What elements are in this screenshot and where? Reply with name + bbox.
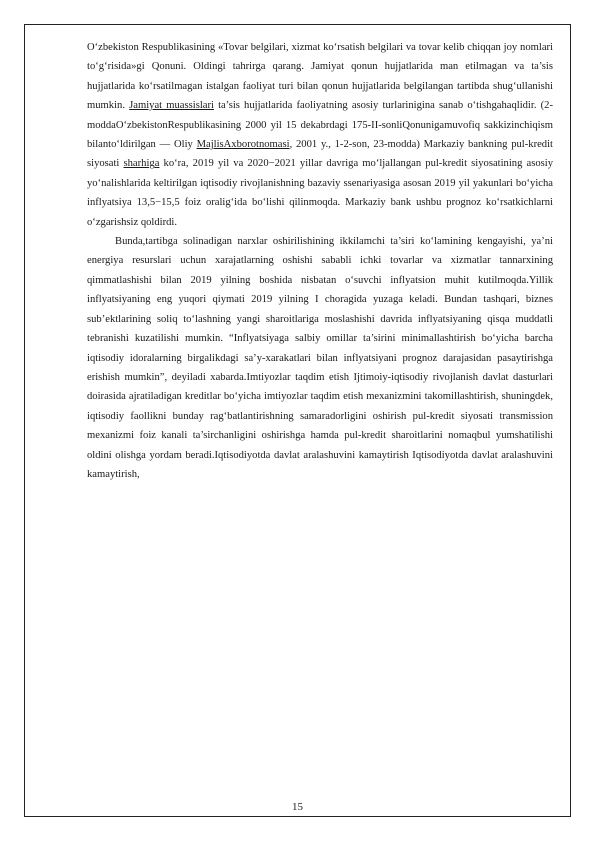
page-number: 15 bbox=[292, 801, 303, 813]
link-majlis-axborotnomasi[interactable]: MajlisAxborotnomasi bbox=[196, 139, 290, 151]
link-jamiyat-muassislari[interactable]: Jamiyat muassislari bbox=[129, 100, 214, 112]
body-text bbox=[87, 38, 553, 484]
link-sharhiga[interactable]: sharhiga bbox=[123, 158, 160, 170]
paragraph-1-text-b: ta’sis hujjatlarida faoliyatning asosiy turlarinigina sanab o‘tishgahaqlidir. (2-moddaO‘zbekistonRespublikasining 2000 yil 15 dekabrdagi 175-II-sonliQonunigamuvofiq sakkizinchiqism bilanto‘ldirilgan — Oliy bbox=[87, 100, 553, 151]
paragraph-1-text-c: , 2001 y., 1-2-son, 23-modda) Markaziy bankning pul-kredit siyosati bbox=[87, 139, 553, 170]
paragraph-1-text-d: ko‘ra, 2019 yil va 2020−2021 yillar davriga mo‘ljallangan pul-kredit siyosatining asosiy yo‘nalishlarida keltirilgan iqtisodiy rivojlanishning bazaviy ssenariyasiga asosan 2019 yil yakunlari bo‘yicha inflyatsiya 13,5−15,5 foiz oralig‘ida bo‘lishi qilinmoqda. Markaziy bank ushbu prognoz ko‘rsatkichlarni o‘zgarishsiz qoldirdi. bbox=[87, 158, 553, 228]
paragraph-1-text-a: O‘zbekiston Respublikasining «Tovar belgilari, xizmat ko‘rsatish belgilari va tovar kelib chiqqan joy nomlari to‘g‘risida»gi Qonuni. Oldingi tahrirga qarang. Jamiyat qonun hujjatlarida man etilmagan va ta’sis hujjatlarida ko‘rsatilmagan istalgan faoliyat turi bilan qonun hujjatlarida belgilangan tartibda shug‘ullanishi mumkin. bbox=[87, 42, 553, 112]
paragraph-1 bbox=[87, 38, 553, 232]
paragraph-2: Bunda,tartibga solinadigan narxlar oshirilishining ikkilamchi ta’siri ko‘lamining kengayishi, ya’ni energiya resurslari uchun xarajatlarning oshishi sababli ichki tovarlar va xizmatlar tannarxining qimmatlashishi bilan 2019 yilning boshida nisbatan o‘suvchi inflyatsion muhit kutilmoqda.Yillik inflyatsiyaning eng yuqori qiymati 2019 yilning I choragida yuzaga keladi. Bundan tashqari, biznes sub’ektlarining soliq to‘lashning yangi sharoitlariga moslashishi davrida inflyatsiyaning qisqa muddatli tebranishi kuzatilishi mumkin. “Inflyatsiyaga salbiy omillar ta’sirini minimallashtirish bo‘yicha barcha iqtisodiy idoralarning birgalikdagi sa’y-xarakatlari bilan inflyatsiyani prognoz darajasidan pasaytirishga erishish mumkin”, deyiladi xabarda.Imtiyozlar taqdim etish Ijtimoiy-iqtisodiy rivojlanish davlat dasturlari doirasida ajratiladigan kreditlar bo‘yicha imtiyozlar taqdim etish mexanizmini takomillashtirish, shuningdek, iqtisodiy faollikni bunday rag‘batlantirishning samaradorligini oshirish pul-kredit siyosati transmission mexanizmi foiz kanali ta’sirchanligini oshirishga hamda pul-kredit sharoitlarini nomaqbul yumshatilishi oldini olishga yordam beradi.Iqtisodiyotda davlat aralashuvini kamaytirish Iqtisodiyotda davlat aralashuvini kamaytirish, bbox=[87, 236, 553, 480]
